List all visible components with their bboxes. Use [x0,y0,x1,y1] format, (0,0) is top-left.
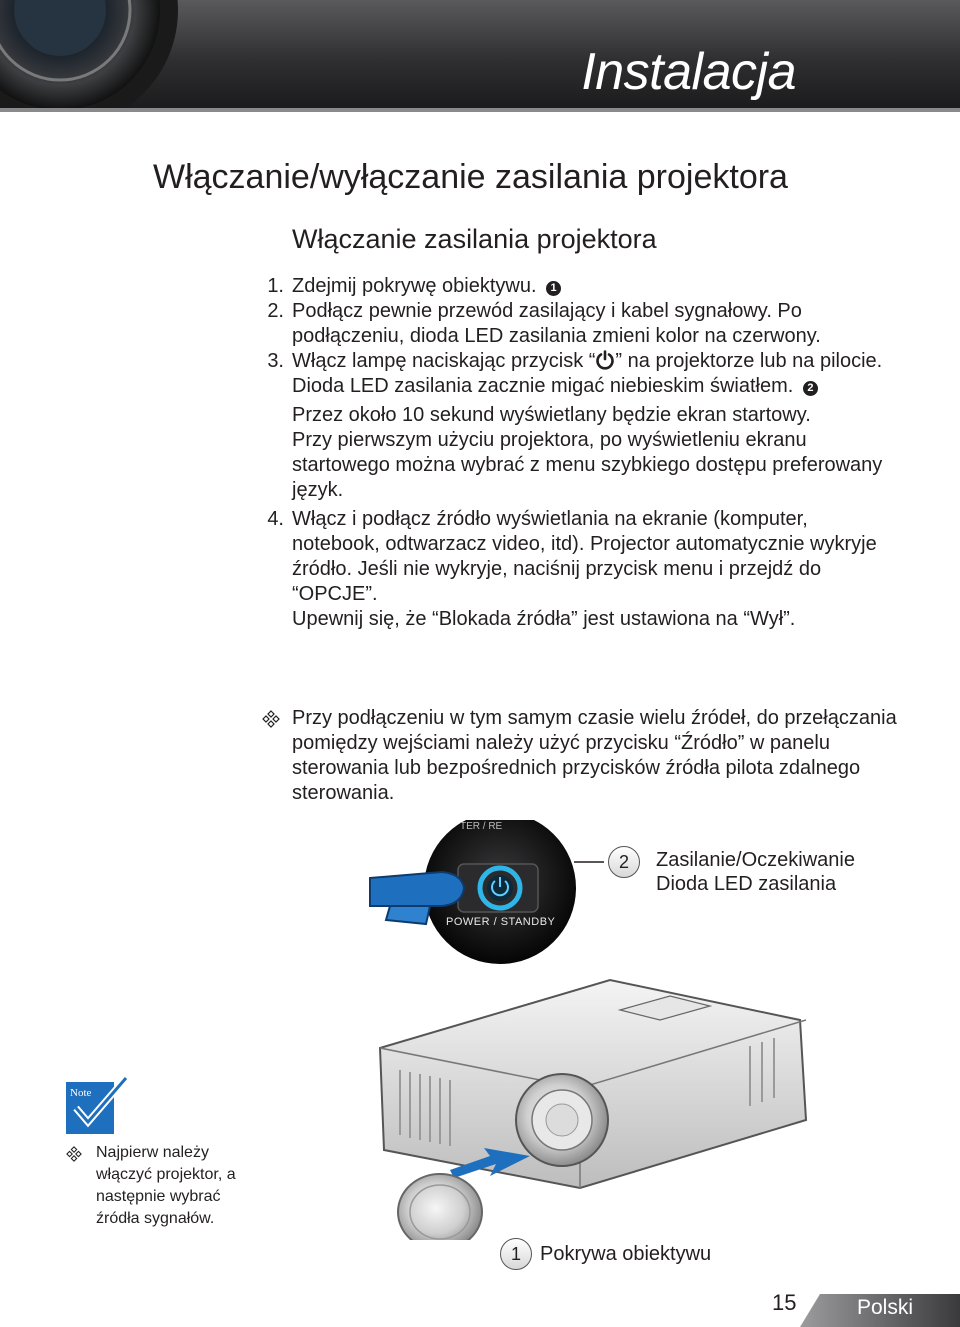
page-number: 15 [772,1290,797,1315]
step-4 [256,507,896,632]
step-text: Przez około 10 sekund wyświetlany będzie ekran startowy. [292,404,811,426]
figure-ref-badge: 2 [803,381,818,396]
step-text: Włącz lampę naciskając przycisk “ [292,350,596,372]
step-1 [256,274,896,299]
step-number: 1. [267,275,284,297]
step-text: Upewnij się, że “Blokada źródła” jest ustawiona na “Wył”. [292,608,796,630]
tip-diamond-icon [262,710,280,728]
section-heading: Włączanie/wyłączanie zasilania projektora [153,158,788,196]
step-number: 4. [267,508,284,530]
subsection-heading: Włączanie zasilania projektora [292,224,657,254]
header-rule [0,108,960,112]
callout-2-number: 2 [608,846,640,878]
step-text: Podłącz pewnie przewód zasilający i kabel sygnałowy. Po podłączeniu, dioda LED zasilania zmieni kolor na czerwony. [292,300,821,347]
figure-ref-badge: 1 [546,281,561,296]
footer-language: Polski [857,1296,914,1319]
page-header [0,0,960,112]
step-2 [256,299,896,349]
callout-2-line1: Zasilanie/Oczekiwanie [656,849,855,871]
note-icon-label: Note [70,1087,92,1099]
step-number: 2. [267,300,284,322]
note-icon [64,1074,130,1136]
step-3 [256,349,896,503]
step-text: Zdejmij pokrywę obiektywu. [292,275,537,297]
steps-list [256,274,896,632]
button-label: POWER / STANDBY [446,916,556,928]
step-text: Przy pierwszym użyciu projektora, po wyświetleniu ekranu startowego można wybrać z menu szybkiego dostępu preferowany język. [292,429,883,501]
callout-2-text [656,848,855,896]
lens-icon [0,0,200,112]
tip-block [262,706,912,806]
chapter-title: Instalacja [581,43,796,101]
step-text: Włącz i podłącz źródło wyświetlania na ekranie (komputer, notebook, odtwarzacz video, itd). Projector automatycznie wykryje źródło. Jeśli nie wykryje, naciśnij przycisk menu i przejdź do “OPCJE”. [292,508,877,605]
tip-text: Przy podłączeniu w tym samym czasie wielu źródeł, do przełączania pomiędzy wejściami należy użyć przycisku “Źródło” w panelu sterowania lub bezpośrednich przycisków źródła pilota zdalnego sterowania. [292,707,897,804]
callout-2-line2: Dioda LED zasilania [656,873,837,895]
button-top-label: TER / RE [460,821,503,832]
callout-1-text: Pokrywa obiektywu [540,1243,712,1265]
step-text: ” na projektorze lub na pilocie. Dioda LED zasilania zacznie migać niebieskim światłem. [292,350,883,397]
note-diamond-icon [66,1146,82,1162]
note-text: Najpierw należy włączyć projektor, a następnie wybrać źródła sygnałów. [96,1144,236,1227]
callout-1-number: 1 [500,1238,532,1270]
step-number: 3. [267,350,284,372]
power-icon [595,350,615,370]
